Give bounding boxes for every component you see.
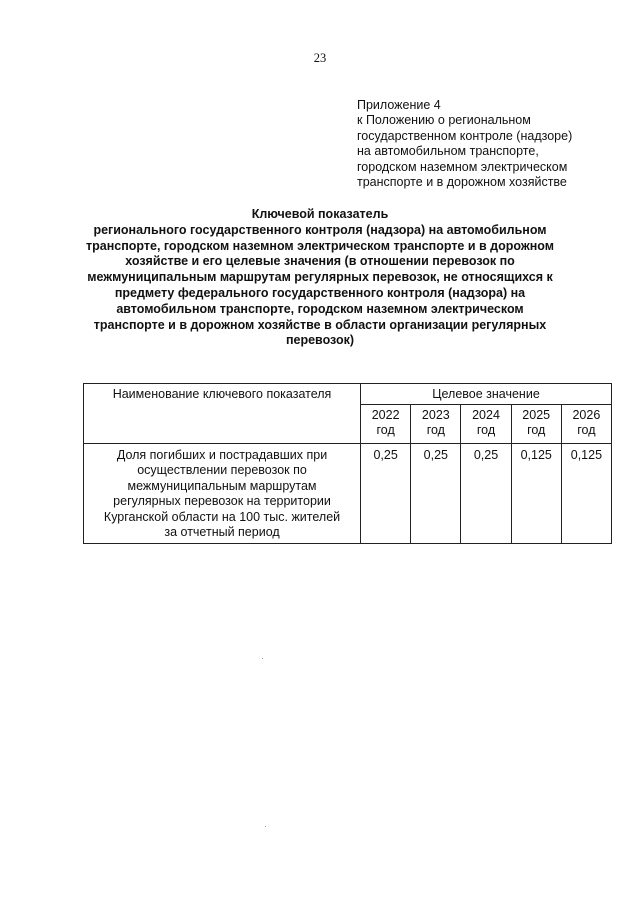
year-label: 2023 xyxy=(421,408,450,422)
target-value-cell: 0,25 xyxy=(411,444,461,544)
year-header xyxy=(411,405,461,444)
column-header-indicator-name: Наименование ключевого показателя xyxy=(84,384,361,444)
title-line: транспорте, городском наземном электрическом транспорте и в дорожном xyxy=(86,238,554,253)
appendix-line: на автомобильном транспорте, xyxy=(357,144,539,159)
scan-speck xyxy=(265,826,266,827)
target-value-cell: 0,25 xyxy=(461,444,511,544)
title-line: перевозок) xyxy=(285,333,355,348)
document-title xyxy=(70,207,570,349)
title-line: хозяйстве и его целевые значения (в отношении перевозок по xyxy=(125,254,515,269)
target-value-cell: 0,125 xyxy=(511,444,561,544)
year-label: 2026 xyxy=(572,408,601,422)
target-value-cell: 0,25 xyxy=(361,444,411,544)
title-line: транспорте и в дорожном хозяйстве в области организации регулярных xyxy=(93,317,547,332)
indicator-name-line: за отчетный период xyxy=(164,525,280,540)
title-line: автомобильном транспорте, городском наземном электрическом xyxy=(116,301,524,316)
indicator-name-line: межмуниципальным маршрутам xyxy=(127,478,317,493)
indicator-name-line: регулярных перевозок на территории xyxy=(113,494,331,509)
column-header-target-value: Целевое значение xyxy=(361,384,612,405)
year-label: 2025 xyxy=(522,408,551,422)
appendix-heading xyxy=(357,98,617,190)
year-unit: год xyxy=(577,423,596,438)
appendix-line: Приложение 4 xyxy=(357,98,441,112)
indicator-table xyxy=(83,383,612,544)
target-value-cell: 0,125 xyxy=(561,444,611,544)
year-unit: год xyxy=(376,423,395,438)
indicator-name-line: Курганской области на 100 тыс. жителей xyxy=(103,509,341,524)
appendix-line: транспорте и в дорожном хозяйстве xyxy=(357,175,567,190)
indicator-name-line: Доля погибших и пострадавших при xyxy=(116,448,328,462)
year-header xyxy=(461,405,511,444)
appendix-line: к Положению о региональном xyxy=(357,113,531,128)
title-line: Ключевой показатель xyxy=(251,207,389,221)
title-line: предмету федерального государственного контроля (надзора) на xyxy=(114,285,526,300)
year-label: 2022 xyxy=(371,408,400,422)
year-header xyxy=(511,405,561,444)
table-row xyxy=(84,444,612,544)
year-unit: год xyxy=(527,423,546,438)
year-label: 2024 xyxy=(472,408,500,422)
year-header xyxy=(561,405,611,444)
appendix-line: государственном контроле (надзоре) xyxy=(357,128,573,143)
year-header xyxy=(361,405,411,444)
title-line: межмуниципальным маршрутам регулярных перевозок, не относящихся к xyxy=(87,270,553,285)
page-number: 23 xyxy=(313,51,327,65)
table-header-row xyxy=(84,384,612,405)
indicator-name-line: осуществлении перевозок по xyxy=(137,463,307,478)
appendix-line: городском наземном электрическом xyxy=(357,159,568,174)
title-line: регионального государственного контроля (надзора) на автомобильном xyxy=(93,222,547,237)
year-unit: год xyxy=(426,423,445,438)
year-unit: год xyxy=(476,423,496,438)
indicator-name-cell xyxy=(84,444,361,544)
scan-speck xyxy=(262,658,263,659)
